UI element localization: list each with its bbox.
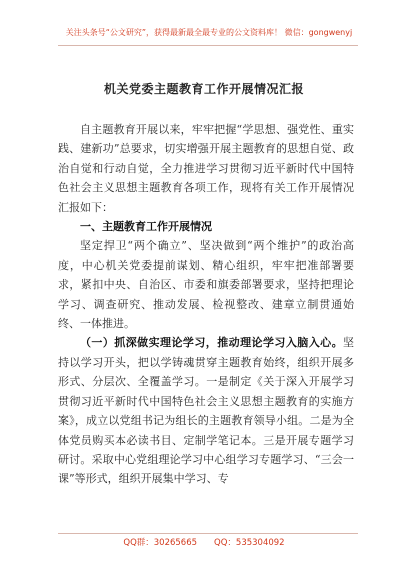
footer-divider bbox=[58, 533, 358, 534]
document-title: 机关党委主题教育工作开展情况汇报 bbox=[103, 82, 304, 96]
subsection-heading: （一）抓深做实理论学习，推动理论学习入脑入心。 bbox=[80, 336, 343, 350]
subsection-text: 坚持以学习开头，把以学铸魂贯穿主题教育始终，组织开展多形式、分层次、全覆盖学习。一是制定《关于深入开展学习贯彻习近平新时代中国特色社会主义思想主题教育的实施方案》，成立以党组书记为组长的主题教育领导小组。二是为全体党员购买本必读书目、定制学笔记本。三是开展专题学习研讨。采取中心党组理论学习中心组学习专题学习、“三会一课”等形式，组织开展集中学习、专 bbox=[58, 336, 354, 486]
document-body bbox=[58, 120, 354, 489]
header-divider bbox=[58, 45, 358, 46]
header-notice: 关注头条号“公文研究”，获得最新最全最专业的公文资料库！ 微信：gongwenyj bbox=[65, 28, 353, 37]
section-heading: 一、主题教育工作开展情况 bbox=[80, 220, 212, 234]
section-paragraph: 坚定捍卫“两个确立”、坚决做到“两个维护”的政治高度，中心机关党委提前谋划、精心组织，牢牢把准部署要求，紧扣中央、自治区、市委和旗委部署要求，坚持把理论学习、调查研究、推动发展、检视整改、建章立制贯通始终、一体推进。 bbox=[58, 239, 354, 331]
subsection-paragraph bbox=[58, 333, 354, 488]
footer-contact: QQ群：30265665 QQ：535304092 bbox=[123, 538, 285, 548]
intro-paragraph: 自主题教育开展以来，牢牢把握“学思想、强党性、重实践、建新功”总要求，切实增强开展主题教育的思想自觉、政治自觉和行动自觉，全力推进学习贯彻习近平新时代中国特色社会主义思想主题教育各项工作，现将有关工作开展情况汇报如下： bbox=[58, 123, 354, 214]
